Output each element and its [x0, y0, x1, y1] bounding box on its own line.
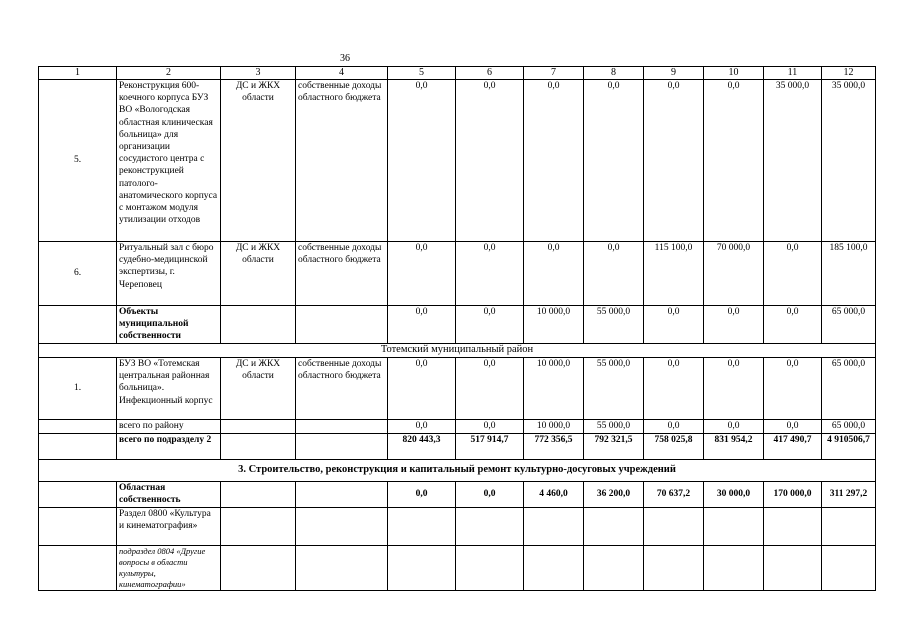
organization: [221, 420, 296, 434]
value-cell: 0,0: [704, 80, 764, 242]
funding-source: [296, 434, 388, 460]
value-cell: [388, 546, 456, 591]
value-cell: 0,0: [524, 80, 584, 242]
table-row: [39, 420, 876, 434]
value-cell: 0,0: [704, 358, 764, 420]
object-name: БУЗ ВО «Тотемская центральная районная больница». Инфекционный корпус: [117, 358, 221, 420]
organization: ДС и ЖКХ области: [221, 358, 296, 420]
value-cell: 0,0: [644, 306, 704, 344]
value-cell: [704, 508, 764, 546]
section-row: [39, 344, 876, 358]
table-row: [39, 306, 876, 344]
funding-source: собственные доходы областного бюджета: [296, 242, 388, 306]
value-cell: 65 000,0: [822, 306, 876, 344]
value-cell: 70 637,2: [644, 482, 704, 508]
value-cell: [644, 508, 704, 546]
value-cell: 0,0: [764, 242, 822, 306]
value-cell: 0,0: [456, 306, 524, 344]
value-cell: 185 100,0: [822, 242, 876, 306]
table-row: [39, 482, 876, 508]
object-name: всего по подразделу 2: [117, 434, 221, 460]
row-number: [39, 420, 117, 434]
funding-source: [296, 306, 388, 344]
row-number: [39, 306, 117, 344]
section-row: [39, 460, 876, 482]
value-cell: 0,0: [456, 358, 524, 420]
table-row: [39, 546, 876, 591]
value-cell: 10 000,0: [524, 306, 584, 344]
header-cell: 12: [822, 67, 876, 80]
object-name: Объекты муниципальной собственности: [117, 306, 221, 344]
table-row: [39, 80, 876, 242]
value-cell: 831 954,2: [704, 434, 764, 460]
value-cell: [524, 546, 584, 591]
value-cell: 0,0: [456, 482, 524, 508]
header-cell: 7: [524, 67, 584, 80]
value-cell: 35 000,0: [764, 80, 822, 242]
funding-source: [296, 420, 388, 434]
object-name: Раздел 0800 «Культура и кинематография»: [117, 508, 221, 546]
funding-source: [296, 508, 388, 546]
value-cell: 0,0: [704, 420, 764, 434]
value-cell: 0,0: [644, 358, 704, 420]
object-name: Ритуальный зал с бюро судебно-медицинской экспертизы, г. Череповец: [117, 242, 221, 306]
row-number: [39, 546, 117, 591]
header-cell: 11: [764, 67, 822, 80]
value-cell: [764, 508, 822, 546]
value-cell: 0,0: [764, 306, 822, 344]
value-cell: [822, 546, 876, 591]
header-cell: 6: [456, 67, 524, 80]
value-cell: 115 100,0: [644, 242, 704, 306]
organization: [221, 508, 296, 546]
row-number: 1.: [39, 358, 117, 420]
value-cell: [822, 508, 876, 546]
value-cell: 65 000,0: [822, 420, 876, 434]
value-cell: 517 914,7: [456, 434, 524, 460]
value-cell: 4 910506,7: [822, 434, 876, 460]
organization: ДС и ЖКХ области: [221, 80, 296, 242]
value-cell: 758 025,8: [644, 434, 704, 460]
value-cell: 0,0: [704, 306, 764, 344]
value-cell: 0,0: [584, 242, 644, 306]
organization: [221, 306, 296, 344]
organization: ДС и ЖКХ области: [221, 242, 296, 306]
value-cell: 170 000,0: [764, 482, 822, 508]
value-cell: 36 200,0: [584, 482, 644, 508]
value-cell: 820 443,3: [388, 434, 456, 460]
value-cell: [584, 546, 644, 591]
value-cell: [644, 546, 704, 591]
value-cell: [704, 546, 764, 591]
value-cell: 0,0: [388, 242, 456, 306]
value-cell: 0,0: [524, 242, 584, 306]
funding-source: собственные доходы областного бюджета: [296, 358, 388, 420]
header-cell: 3: [221, 67, 296, 80]
value-cell: 0,0: [456, 80, 524, 242]
object-name: Областная собственность: [117, 482, 221, 508]
row-number: 5.: [39, 80, 117, 242]
header-cell: 5: [388, 67, 456, 80]
value-cell: 0,0: [388, 358, 456, 420]
value-cell: [388, 508, 456, 546]
funding-source: [296, 482, 388, 508]
value-cell: 0,0: [388, 482, 456, 508]
value-cell: 70 000,0: [704, 242, 764, 306]
header-cell: 9: [644, 67, 704, 80]
value-cell: 35 000,0: [822, 80, 876, 242]
value-cell: 0,0: [644, 420, 704, 434]
value-cell: 30 000,0: [704, 482, 764, 508]
value-cell: 55 000,0: [584, 420, 644, 434]
row-number: [39, 434, 117, 460]
budget-table: [38, 66, 876, 591]
value-cell: 10 000,0: [524, 420, 584, 434]
header-cell: 10: [704, 67, 764, 80]
value-cell: 0,0: [456, 242, 524, 306]
object-name: всего по району: [117, 420, 221, 434]
value-cell: [456, 508, 524, 546]
header-cell: 8: [584, 67, 644, 80]
value-cell: 0,0: [584, 80, 644, 242]
funding-source: [296, 546, 388, 591]
value-cell: 0,0: [764, 358, 822, 420]
page-number: 36: [340, 53, 350, 64]
section-title: 3. Строительство, реконструкция и капитальный ремонт культурно-досуговых учреждений: [39, 460, 876, 482]
table-row: [39, 242, 876, 306]
value-cell: 0,0: [644, 80, 704, 242]
value-cell: 311 297,2: [822, 482, 876, 508]
value-cell: 772 356,5: [524, 434, 584, 460]
value-cell: [584, 508, 644, 546]
value-cell: 65 000,0: [822, 358, 876, 420]
organization: [221, 482, 296, 508]
value-cell: [456, 546, 524, 591]
row-number: 6.: [39, 242, 117, 306]
organization: [221, 546, 296, 591]
section-title: Тотемский муниципальный район: [39, 344, 876, 358]
value-cell: 0,0: [388, 80, 456, 242]
value-cell: 792 321,5: [584, 434, 644, 460]
header-cell: 1: [39, 67, 117, 80]
header-cell: 2: [117, 67, 221, 80]
table-row: [39, 434, 876, 460]
object-name: подраздел 0804 «Другие вопросы в области культуры, кинематографии»: [117, 546, 221, 591]
header-cell: 4: [296, 67, 388, 80]
value-cell: 4 460,0: [524, 482, 584, 508]
value-cell: 0,0: [388, 420, 456, 434]
value-cell: 55 000,0: [584, 306, 644, 344]
value-cell: 10 000,0: [524, 358, 584, 420]
row-number: [39, 508, 117, 546]
value-cell: 0,0: [456, 420, 524, 434]
funding-source: собственные доходы областного бюджета: [296, 80, 388, 242]
value-cell: 0,0: [764, 420, 822, 434]
row-number: [39, 482, 117, 508]
header-row: [39, 67, 876, 80]
value-cell: [524, 508, 584, 546]
value-cell: 55 000,0: [584, 358, 644, 420]
value-cell: 0,0: [388, 306, 456, 344]
object-name: Реконструкция 600-коечного корпуса БУЗ ВО «Вологодская областная клиническая больница» для организации сосудистого центра с реконструкцией патолого-анатомического корпуса с монтажом модуля утилизации отходов: [117, 80, 221, 242]
table-row: [39, 358, 876, 420]
value-cell: 417 490,7: [764, 434, 822, 460]
value-cell: [764, 546, 822, 591]
organization: [221, 434, 296, 460]
table-row: [39, 508, 876, 546]
